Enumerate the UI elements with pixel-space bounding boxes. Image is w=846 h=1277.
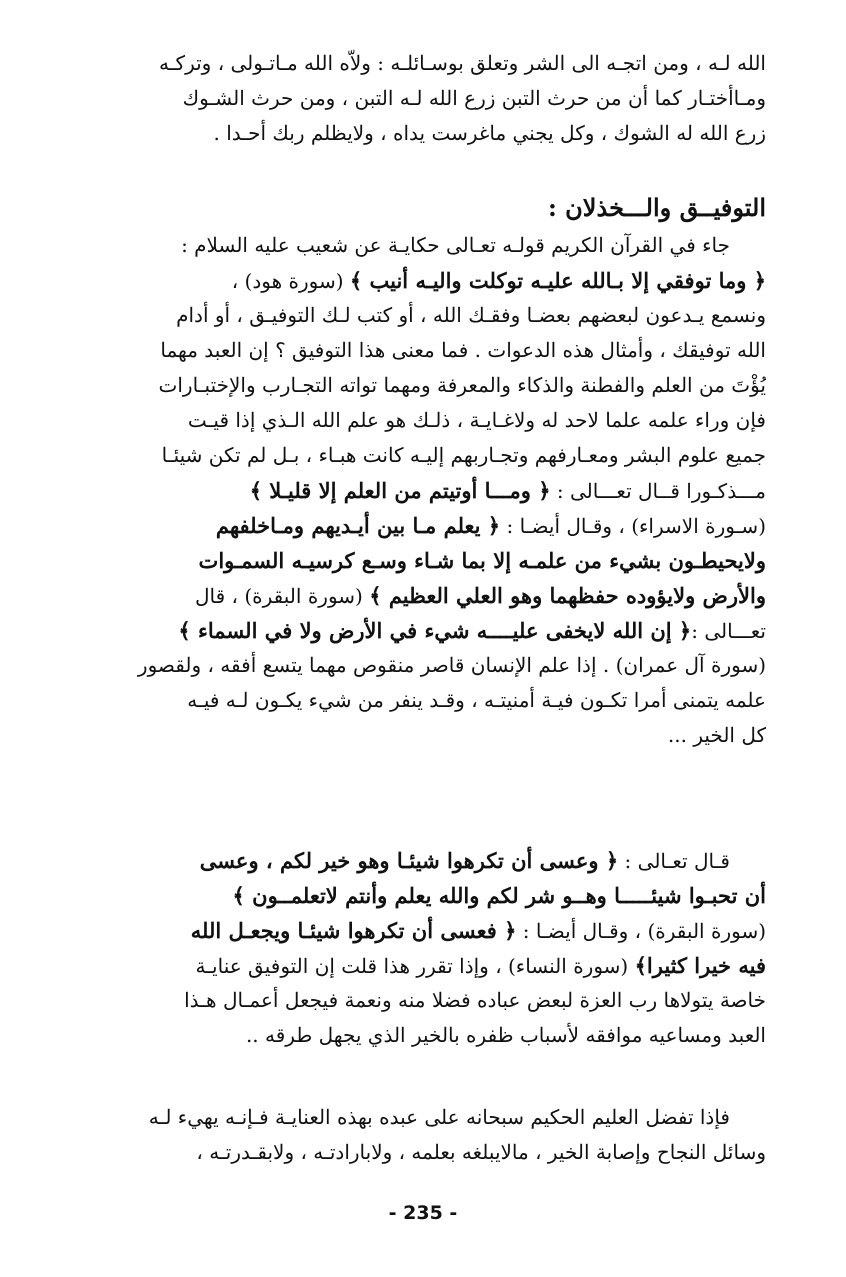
text-line xyxy=(84,843,766,878)
paragraph-opening xyxy=(84,46,766,151)
text-line: (سورة آل عمران) . إذا علم الإنسان قاصر منقوص مهما يتسع أفقه ، ولقصور xyxy=(137,653,766,677)
text-line: جميع علوم البشر ومعـارفهم وتجـاربهم إليـه كانت هبـاء ، بـل لم تكن شيئـا xyxy=(161,443,766,467)
citation: (سورة هود) ، xyxy=(231,269,350,293)
text-line: فإن وراء علمه علما لاحد له ولاغـايـة ، ذلـك هو علم الله الـذي إذا قيـت xyxy=(187,408,766,432)
text-line: كل الخير ... xyxy=(667,723,766,747)
quran-verse: والأرض ولايؤوده حفظهما وهو العلي العظيم ﴾ xyxy=(369,583,766,608)
intro-text: مـــذكـورا قــال تعـــالى : xyxy=(550,479,766,503)
quran-verse: ﴿ ومـــا أوتيتم من العلم إلا قليـلا ﴾ xyxy=(249,478,551,503)
paragraph-closing xyxy=(84,1100,766,1170)
text-line xyxy=(84,473,766,508)
text-line: ونسمع يـدعون لبعضهم بعضـا وفقـك الله ، أو كتب لـك التوفيـق ، أو أدام xyxy=(176,303,766,327)
quran-verse: فيه خيرا كثيرا﴾ xyxy=(634,953,766,978)
text-line: الله لـه ، ومن اتجـه الى الشر وتعلق بوسـائلـه : ولاّه الله مـاتـولى ، وتركـه xyxy=(158,51,766,75)
quran-verse: ﴿ وعسى أن تكرهوا شيئـا وهو خير لكم ، وعسى xyxy=(199,848,619,873)
text-line: علمه يتمنى أمرا تكـون فيـة أمنيتـه ، وقـد ينفر من شيء يكـون لـه فيـه xyxy=(187,688,766,712)
text-line: العبد ومساعيه موافقه لأسباب ظفره بالخير الذي يجهل طرقه .. xyxy=(245,1023,766,1047)
paragraph-tawfiq xyxy=(84,228,766,753)
quran-verse: ﴿ إن الله لايخفى عليــــه شيء في الأرض ولا في السماء ﴾ xyxy=(178,618,692,643)
quran-verse-line: ولايحيطـون بشيء من علمـه إلا بما شـاء وسـع كرسيـه السمـوات xyxy=(198,548,766,573)
page-number: - 235 - xyxy=(388,1202,458,1224)
paragraph-verses xyxy=(84,843,766,1053)
text-line xyxy=(84,578,766,613)
citation: (سـورة الاسراء) ، وقـال أيضـا : xyxy=(500,514,766,538)
text-line xyxy=(84,948,766,983)
text-line: جاء في القرآن الكريم قولـه تعـالى حكايـة عن شعيب عليه السلام : xyxy=(181,233,730,257)
text-line: فإذا تفضل العليم الحكيم سبحانه على عبده بهذه العنايـة فـإنـه يهيء لـه xyxy=(148,1105,730,1129)
text-line: زرع الله له الشوك ، وكل يجني ماغرست يداه ، ولايظلم ربك أحـدا . xyxy=(213,121,766,145)
text-line: ومـاأختـار كما أن من حرث التبن زرع الله لـه التبن ، ومن حرث الشـوك xyxy=(182,86,766,110)
section-heading: التوفيــق والـــخذلان : xyxy=(547,193,766,222)
text-line: الله توفيقك ، وأمثال هذه الدعوات . فما معنى هذا التوفيق ؟ إن العبد مهما xyxy=(160,338,766,362)
quran-verse-line: أن تحبـوا شيئـــــا وهــو شر لكم والله يعلم وأنتم لاتعلمــون ﴾ xyxy=(232,883,766,908)
citation: (سورة النساء) ، وإذا تقرر هذا قلت إن التوفيق عنايـة xyxy=(195,954,635,978)
text-line xyxy=(84,263,766,298)
text-line xyxy=(84,613,766,648)
text-line xyxy=(84,913,766,948)
citation: (سورة البقرة) ، وقـال أيضـا : xyxy=(516,919,766,943)
text-line: وسائل النجاح وإصابة الخير ، مالايبلغه بعلمه ، ولابارادتـه ، ولابقـدرتـه ، xyxy=(196,1140,766,1164)
text-line: خاصة يتولاها رب العزة لبعض عباده فضلا منه ونعمة فيجعل أعمـال هـذا xyxy=(184,988,766,1012)
quran-verse: ﴿ فعسى أن تكرهوا شيئـا ويجعـل الله xyxy=(190,918,517,943)
quran-verse: ﴿ يعلم مـا بين أيـديهم ومـاخلفهم xyxy=(215,513,501,538)
citation: (سورة البقرة) ، قال xyxy=(194,584,370,608)
intro-text: قـال تعـالى : xyxy=(618,849,730,873)
quran-verse: ﴿ وما توفقي إلا بـالله عليـه توكلت واليـه أنيب ﴾ xyxy=(349,268,766,293)
text-line xyxy=(84,508,766,543)
text-line: يُؤْتَ من العلم والفطنة والذكاء والمعرفة ومهما تواته التجـارب والإختبـارات xyxy=(158,373,766,397)
intro-text: تعـــالى : xyxy=(691,619,766,643)
